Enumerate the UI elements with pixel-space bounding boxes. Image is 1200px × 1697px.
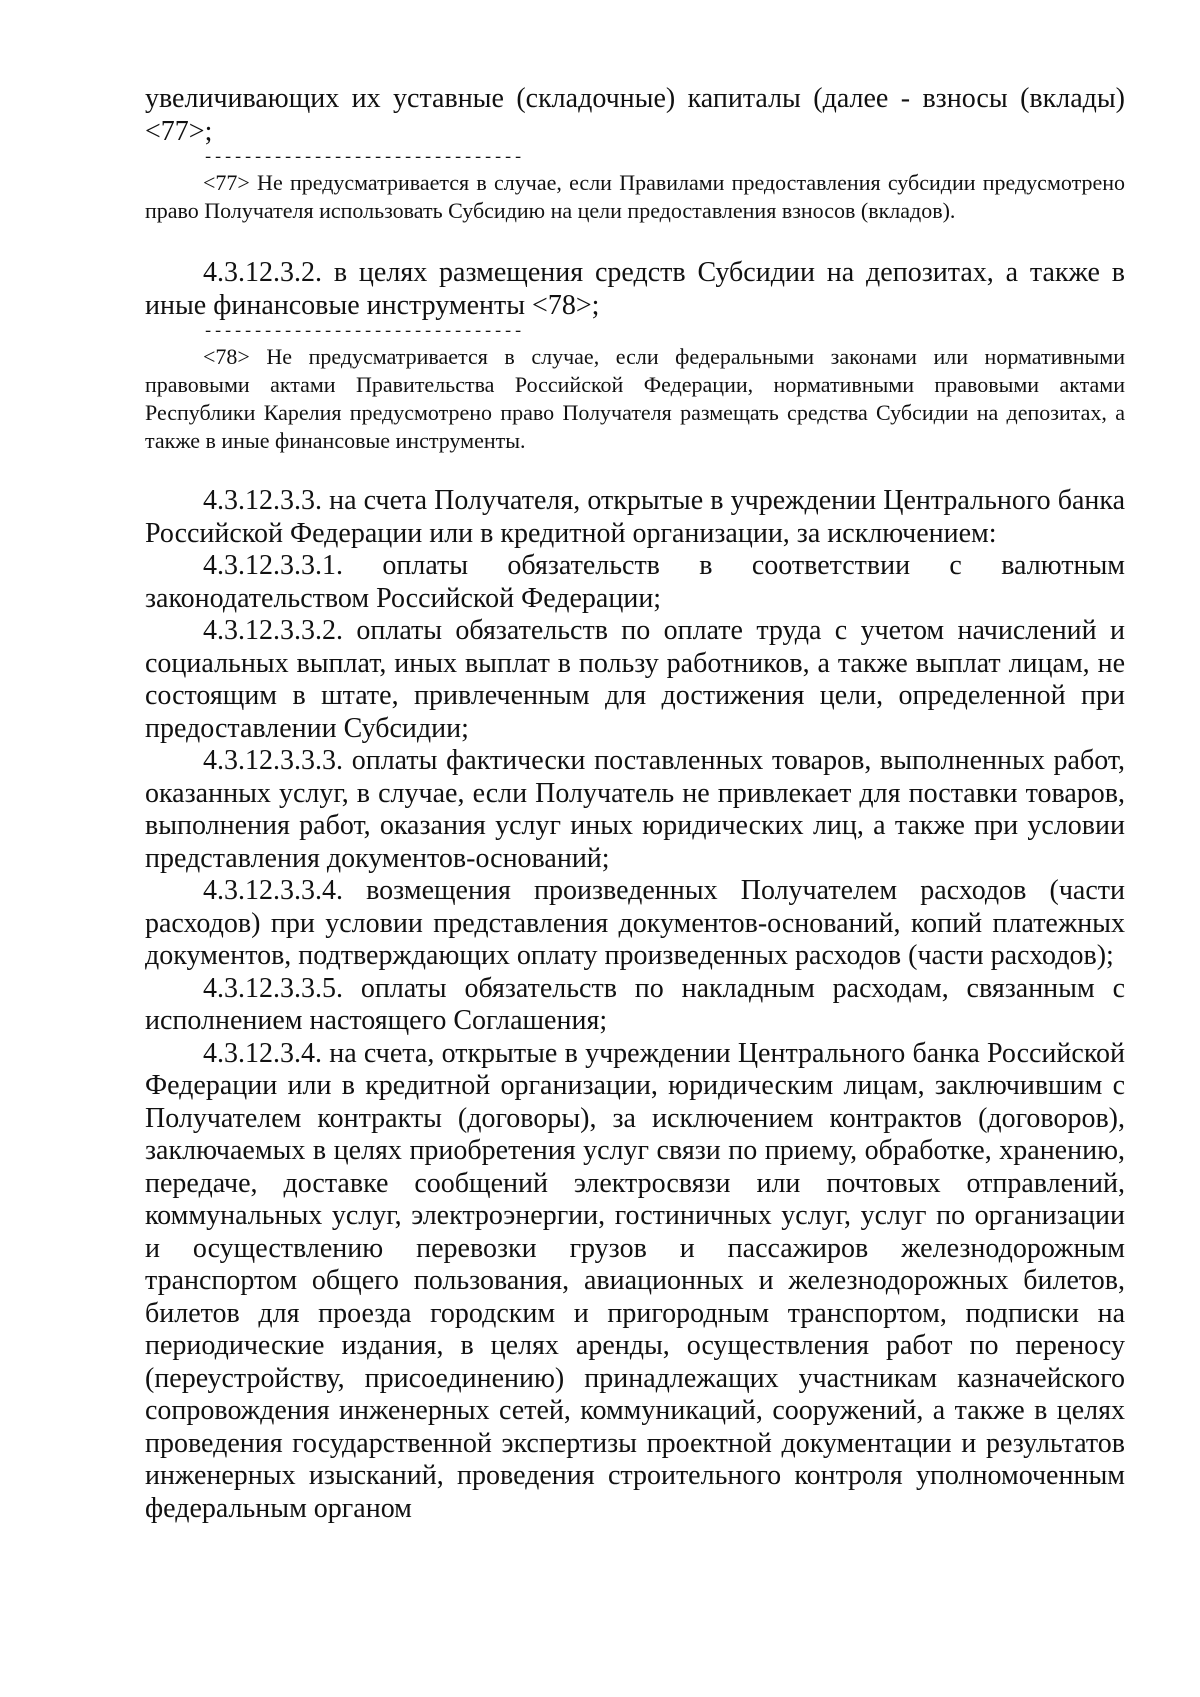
- paragraph-4-3-12-3-4: 4.3.12.3.4. на счета, открытые в учреждении Центрального банка Российской Федерации или в кредитной организации, юридическим лицам, заключившим с Получателем контракты (договоры), за исключением контрактов (договоров), заключаемых в целях приобретения услуг связи по приему, обработке, хранению, передаче, доставке сообщений электросвязи или почтовых отправлений, коммунальных услуг, электроэнергии, гостиничных услуг, услуг по организации и осуществлению перевозки грузов и пассажиров железнодорожным транспортом общего пользования, авиационных и железнодорожных билетов, билетов для проезда городским и пригородным транспортом, подписки на периодические издания, в целях аренды, осуществления работ по переносу (переустройству, присоединению) принадлежащих участникам казначейского сопровождения инженерных сетей, коммуникаций, сооружений, а также в целях проведения государственной экспертизы проектной документации и результатов инженерных изысканий, проведения строительного контроля уполномоченным федеральным органом: [145, 1037, 1125, 1524]
- paragraph-4-3-12-3-3: 4.3.12.3.3. на счета Получателя, открытые в учреждении Центрального банка Российской Федерации или в кредитной организации, за исключением:: [145, 485, 1125, 549]
- spacer: [145, 455, 1125, 485]
- paragraph-4-3-12-3-3-1: 4.3.12.3.3.1. оплаты обязательств в соответствии с валютным законодательством Российской Федерации;: [145, 550, 1125, 614]
- footnote-separator: --------------------------------: [203, 149, 524, 168]
- paragraph-4-3-12-3-3-2: 4.3.12.3.3.2. оплаты обязательств по оплате труда с учетом начислений и социальных выплат, иных выплат в пользу работников, а также выплат лицам, не состоящим в штате, привлеченным для достижения цели, определенной при предоставлении Субсидии;: [145, 615, 1125, 744]
- paragraph-4-3-12-3-3-3: 4.3.12.3.3.3. оплаты фактически поставленных товаров, выполненных работ, оказанных услуг, в случае, если Получатель не привлекает для поставки товаров, выполнения работ, оказания услуг иных юридических лиц, а также при условии представления документов-оснований;: [145, 745, 1125, 874]
- paragraph-4-3-12-3-2: 4.3.12.3.2. в целях размещения средств Субсидии на депозитах, а также в иные финансовые инструменты <78>;: [145, 257, 1125, 321]
- paragraph-intro: увеличивающих их уставные (складочные) капиталы (далее - взносы (вклады) <77>;: [145, 83, 1125, 147]
- paragraph-4-3-12-3-3-4: 4.3.12.3.3.4. возмещения произведенных Получателем расходов (части расходов) при условии представления документов-оснований, копий платежных документов, подтверждающих оплату произведенных расходов (части расходов);: [145, 875, 1125, 971]
- document-page: [145, 83, 1125, 1525]
- footnote-78: <78> Не предусматривается в случае, если федеральными законами или нормативными правовыми актами Правительства Российской Федерации, нормативными правовыми актами Республики Карелия предусмотрено право Получателя размещать средства Субсидии на депозитах, а также в иные финансовые инструменты.: [145, 344, 1125, 453]
- spacer: [145, 225, 1125, 257]
- footnote-77: <77> Не предусматривается в случае, если Правилами предоставления субсидии предусмотрено право Получателя использовать Субсидию на цели предоставления взносов (вкладов).: [145, 170, 1125, 223]
- paragraph-4-3-12-3-3-5: 4.3.12.3.3.5. оплаты обязательств по накладным расходам, связанным с исполнением настоящего Соглашения;: [145, 972, 1125, 1036]
- footnote-separator: --------------------------------: [203, 323, 524, 342]
